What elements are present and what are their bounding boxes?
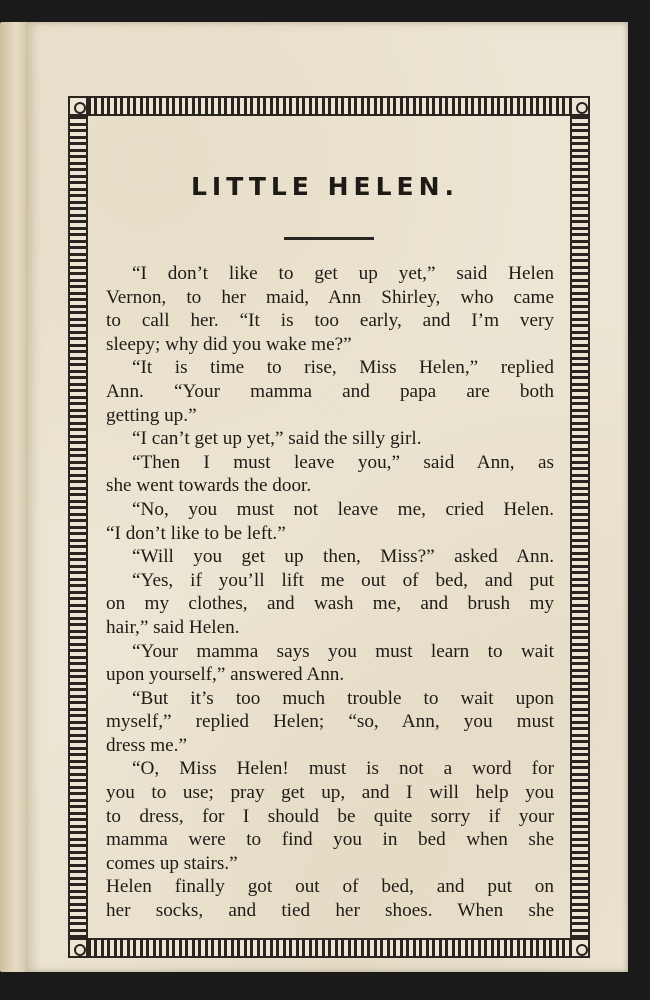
text-line: “No, you must not leave me, cried Helen.: [132, 498, 554, 520]
text-line: “I don’t like to get up yet,” said Helen: [132, 263, 554, 284]
story-text: [106, 262, 554, 923]
border-left: [68, 116, 88, 938]
text-line: her socks, and tied her shoes. When she: [106, 900, 554, 922]
text-line: “But it’s too much trouble to wait upon: [132, 687, 554, 709]
text-line: to call her. “It is too early, and I’m very: [106, 310, 554, 332]
text-line: Helen finally got out of bed, and put on: [106, 876, 554, 898]
title-rule-divider: [284, 237, 374, 240]
corner-ornament-icon: [68, 938, 88, 958]
text-line: “I don’t like to be left.”: [106, 522, 286, 544]
text-line: mamma were to find you in bed when she: [106, 829, 554, 851]
page-title: LITTLE HELEN.: [190, 172, 460, 201]
text-line: to dress, for I should be quite sorry if your: [106, 805, 554, 827]
text-line: Ann. “Your mamma and papa are both: [106, 380, 554, 402]
book-spine-edge: [0, 22, 26, 972]
text-line: getting up.”: [106, 404, 197, 426]
text-line: dress me.”: [106, 734, 187, 756]
text-line: “Will you get up then, Miss?” asked Ann.: [132, 546, 554, 568]
text-line: “O, Miss Helen! must is not a word for: [132, 758, 554, 780]
border-right: [570, 116, 590, 938]
corner-ornament-icon: [68, 96, 88, 116]
corner-ornament-icon: [570, 96, 590, 116]
text-line: you to use; pray get up, and I will help you: [106, 782, 554, 804]
text-line: “Then I must leave you,” said Ann, as: [132, 451, 554, 473]
text-line: upon yourself,” answered Ann.: [106, 664, 345, 686]
text-line: hair,” said Helen.: [106, 616, 240, 638]
text-line: she went towards the door.: [106, 475, 312, 497]
text-line: “Your mamma says you must learn to wait: [132, 640, 554, 662]
text-line: Vernon, to her maid, Ann Shirley, who came: [106, 286, 554, 308]
text-line: sleepy; why did you wake me?”: [106, 333, 352, 355]
text-line: on my clothes, and wash me, and brush my: [106, 593, 554, 615]
text-line: myself,” replied Helen; “so, Ann, you must: [106, 711, 554, 733]
text-line: comes up stairs.”: [106, 852, 238, 874]
border-bottom: [88, 938, 570, 958]
corner-ornament-icon: [570, 938, 590, 958]
text-line: “Yes, if you’ll lift me out of bed, and put: [132, 569, 554, 591]
border-top: [88, 96, 570, 116]
text-line: “It is time to rise, Miss Helen,” replied: [132, 357, 554, 379]
text-line: “I can’t get up yet,” said the silly girl.: [132, 428, 422, 450]
